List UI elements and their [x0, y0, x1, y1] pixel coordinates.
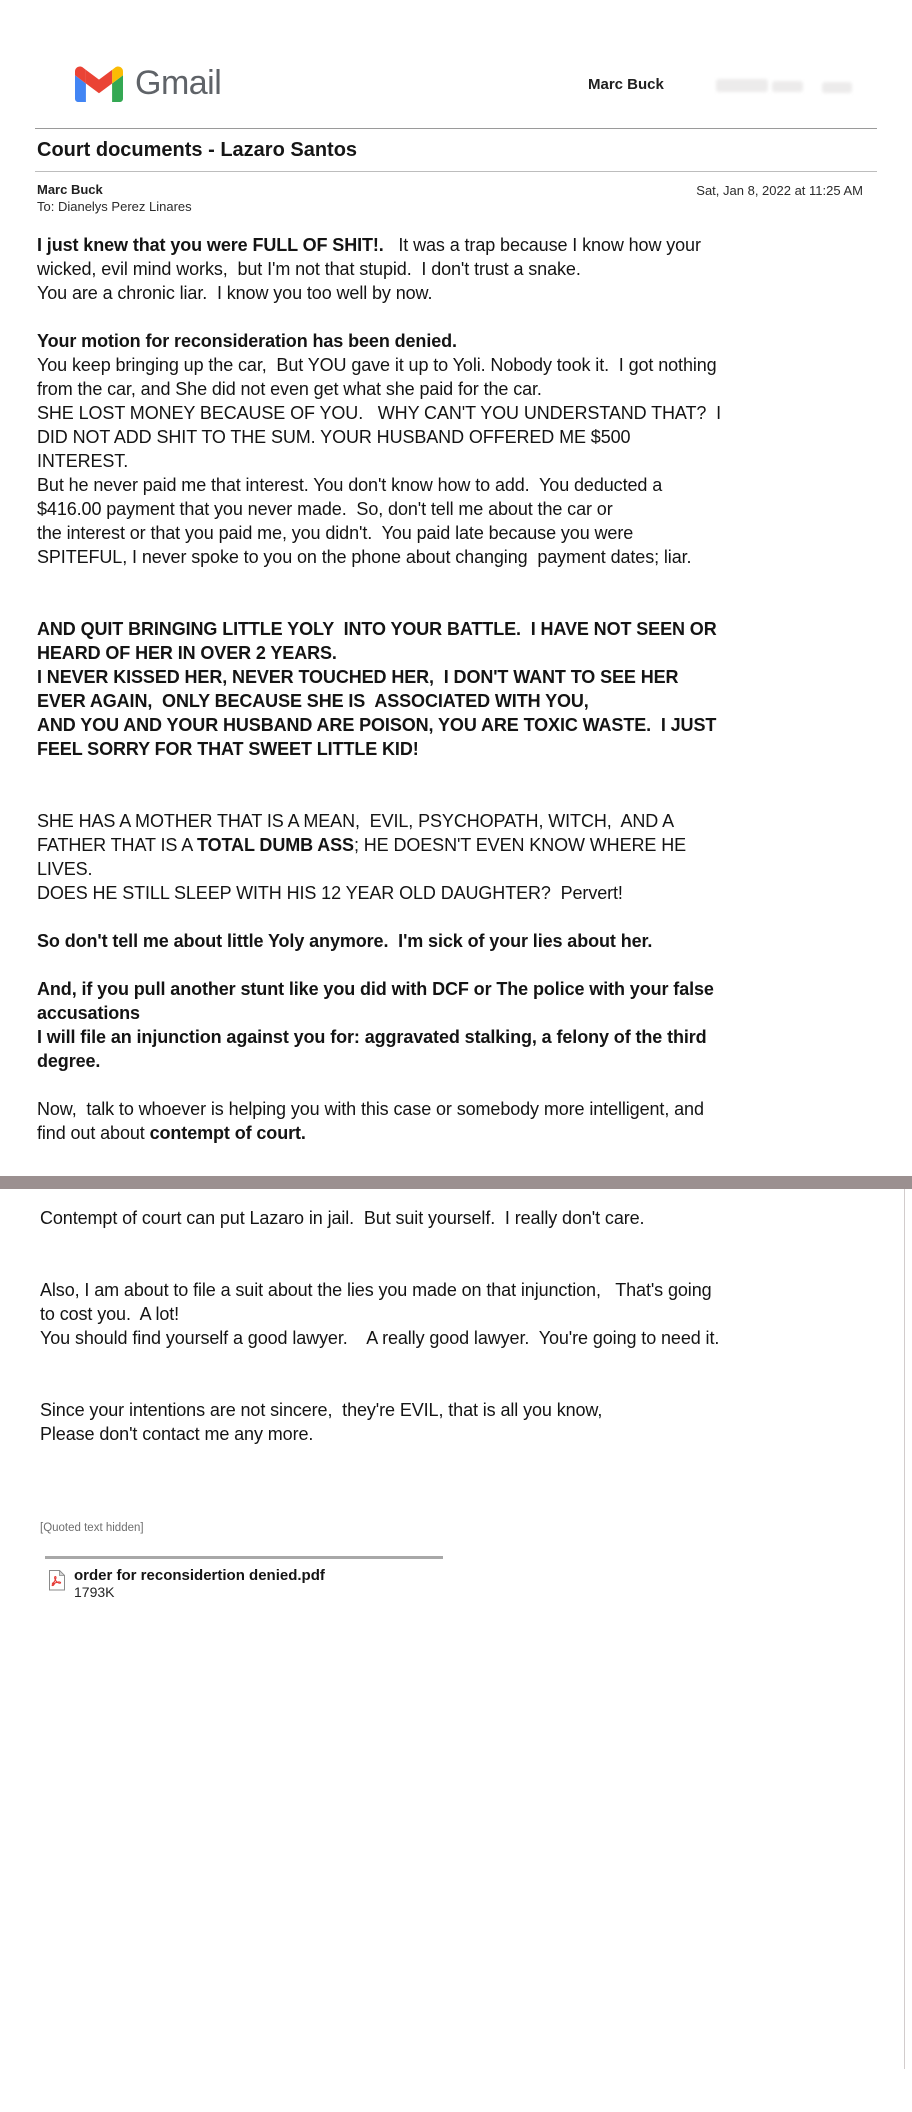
body-line: to cost you. A lot! [40, 1304, 180, 1324]
redacted-email-smudge [716, 79, 768, 92]
body-line: Now, talk to whoever is helping you with this case or somebody more intelligent, and [37, 1099, 704, 1119]
body-line: wicked, evil mind works, but I'm not that stupid. I don't trust a snake. [37, 259, 581, 279]
body-line: SHE HAS A MOTHER THAT IS A MEAN, EVIL, PSYCHOPATH, WITCH, AND A [37, 811, 674, 831]
body-line: INTEREST. [37, 451, 129, 471]
body-line: Your motion for reconsideration has been denied. [37, 331, 457, 351]
page-break-bar [0, 1176, 912, 1189]
body-line: Contempt of court can put Lazaro in jail. But suit yourself. I really don't care. [40, 1208, 645, 1228]
email-subject: Court documents - Lazaro Santos [37, 139, 358, 161]
body-line: I just knew that you were FULL OF SHIT!. It was a trap because I know how your [37, 235, 701, 255]
body-line [37, 305, 904, 329]
divider-mid [35, 171, 877, 172]
body-line: $416.00 payment that you never made. So, don't tell me about the car or [37, 499, 613, 519]
gmail-wordmark: Gmail [135, 64, 222, 102]
body-line: You should find yourself a good lawyer. A really good lawyer. You're going to need it. [40, 1328, 720, 1348]
body-line: You are a chronic liar. I know you too well by now. [37, 283, 433, 303]
email-date: Sat, Jan 8, 2022 at 11:25 AM [696, 183, 863, 198]
gmail-logo [75, 64, 221, 103]
body-line: HEARD OF HER IN OVER 2 YEARS. [37, 643, 337, 663]
body-line: LIVES. [37, 859, 93, 879]
body-line [37, 569, 904, 593]
body-line: DID NOT ADD SHIT TO THE SUM. YOUR HUSBAND OFFERED ME $500 [37, 427, 631, 447]
body-line: from the car, and She did not even get what she paid for the car. [37, 379, 542, 399]
email-body-page1 [37, 233, 904, 1145]
attachment-row[interactable] [48, 1567, 325, 1600]
body-line: Since your intentions are not sincere, they're EVIL, that is all you know, [40, 1400, 603, 1420]
sender-name: Marc Buck [37, 182, 103, 197]
redacted-email-smudge [772, 81, 803, 92]
body-line [40, 1230, 904, 1254]
account-name: Marc Buck [588, 76, 664, 93]
body-line [37, 593, 904, 617]
pdf-file-icon [48, 1570, 65, 1591]
quoted-text-hidden: [Quoted text hidden] [40, 1522, 144, 1534]
body-line [37, 953, 904, 977]
attachment-size: 1793K [74, 1584, 115, 1600]
body-line [37, 905, 904, 929]
body-line: AND QUIT BRINGING LITTLE YOLY INTO YOUR BATTLE. I HAVE NOT SEEN OR [37, 619, 717, 639]
body-line [40, 1254, 904, 1278]
body-line: degree. [37, 1051, 101, 1071]
body-line [37, 761, 904, 785]
body-line: You keep bringing up the car, But YOU gave it up to Yoli. Nobody took it. I got nothing [37, 355, 717, 375]
body-line [37, 1073, 904, 1097]
gmail-m-icon [75, 66, 123, 102]
body-line: FATHER THAT IS A TOTAL DUMB ASS; HE DOESN'T EVEN KNOW WHERE HE [37, 835, 686, 855]
body-line: But he never paid me that interest. You don't know how to add. You deducted a [37, 475, 663, 495]
body-line: AND YOU AND YOUR HUSBAND ARE POISON, YOU ARE TOXIC WASTE. I JUST [37, 715, 717, 735]
body-line: So don't tell me about little Yoly anymore. I'm sick of your lies about her. [37, 931, 653, 951]
body-line: And, if you pull another stunt like you did with DCF or The police with your false [37, 979, 714, 999]
body-line: FEEL SORRY FOR THAT SWEET LITTLE KID! [37, 739, 419, 759]
body-line: the interest or that you paid me, you didn't. You paid late because you were [37, 523, 634, 543]
recipient-line: To: Dianelys Perez Linares [37, 199, 192, 214]
page-edge-line [904, 1189, 905, 2069]
body-line: DOES HE STILL SLEEP WITH HIS 12 YEAR OLD DAUGHTER? Pervert! [37, 883, 623, 903]
body-line [40, 1350, 904, 1374]
body-line: EVER AGAIN, ONLY BECAUSE SHE IS ASSOCIATED WITH YOU, [37, 691, 589, 711]
body-line: find out about contempt of court. [37, 1123, 306, 1143]
divider-top [35, 128, 877, 129]
body-line: SHE LOST MONEY BECAUSE OF YOU. WHY CAN'T YOU UNDERSTAND THAT? I [37, 403, 721, 423]
body-line [40, 1374, 904, 1398]
attachment-name[interactable]: order for reconsidertion denied.pdf [74, 1567, 325, 1584]
body-line: SPITEFUL, I never spoke to you on the phone about changing payment dates; liar. [37, 547, 692, 567]
body-line: Please don't contact me any more. [40, 1424, 314, 1444]
body-line [37, 785, 904, 809]
email-body-page2 [40, 1206, 904, 1446]
body-line: accusations [37, 1003, 140, 1023]
body-line: I will file an injunction against you for: aggravated stalking, a felony of the third [37, 1027, 707, 1047]
body-line: Also, I am about to file a suit about the lies you made on that injunction, That's going [40, 1280, 712, 1300]
attachment-divider [45, 1556, 443, 1559]
body-line: I NEVER KISSED HER, NEVER TOUCHED HER, I DON'T WANT TO SEE HER [37, 667, 679, 687]
redacted-email-smudge [822, 82, 852, 93]
